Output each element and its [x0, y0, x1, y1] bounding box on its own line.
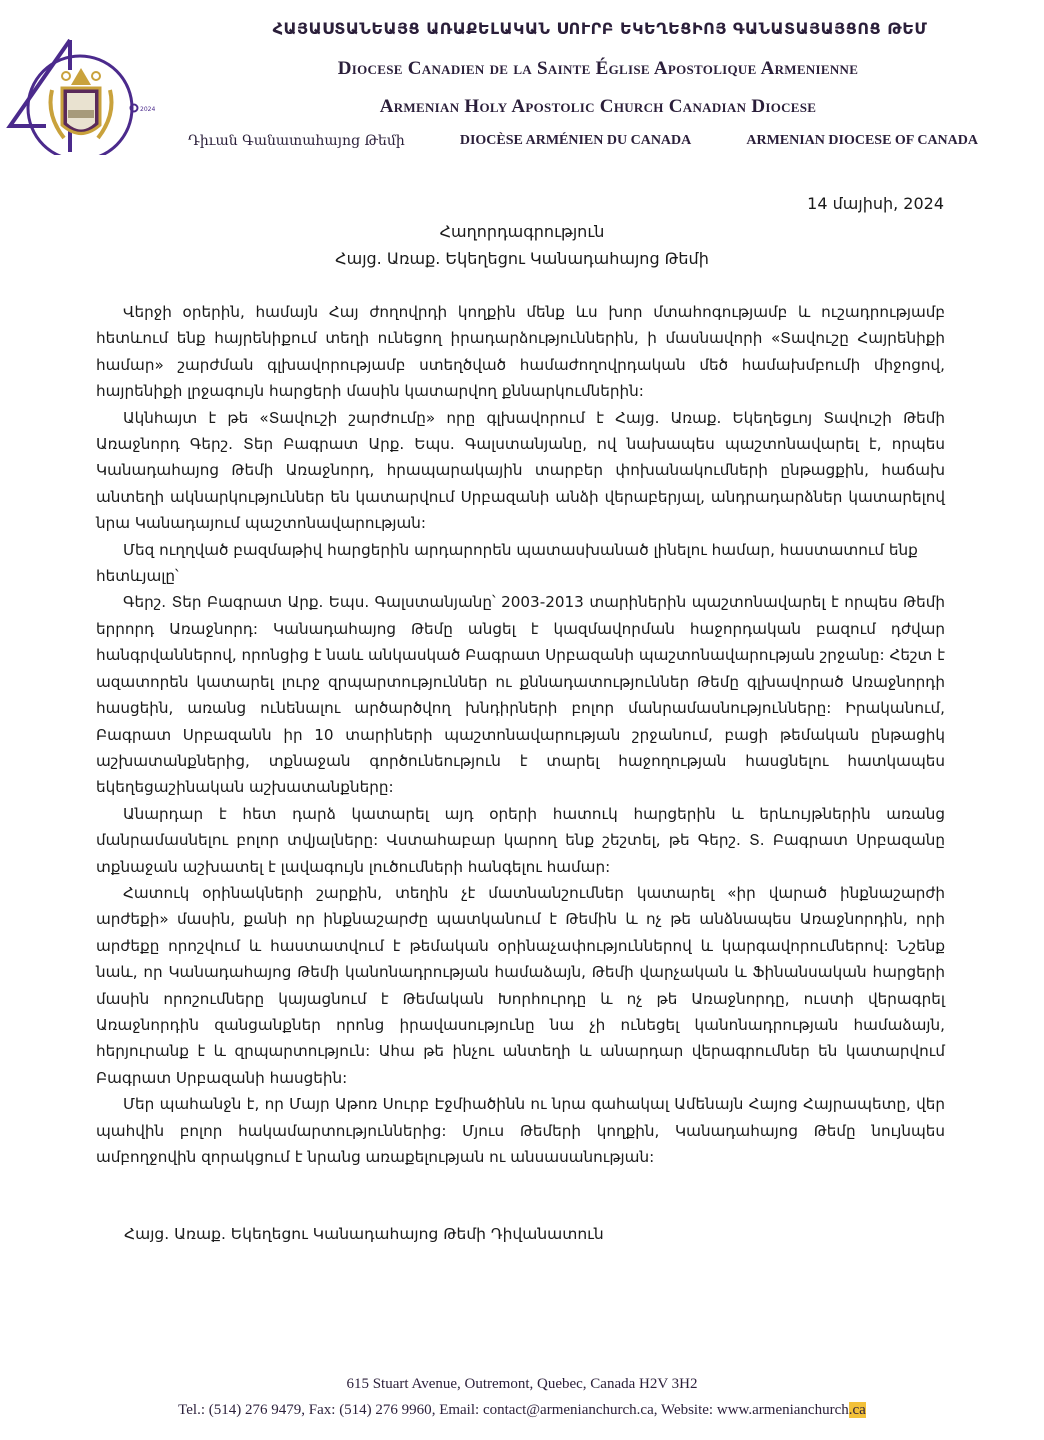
subline-armenian: Դիւան Գանատահայոց Թեմի — [188, 133, 405, 149]
website-main: www.armenianchurch — [716, 1402, 849, 1418]
letterhead-armenian-title: ՀԱՅԱՍՏԱՆԵԱՅՑ ԱՌԱՔԵԼԱԿԱՆ ՍՈՒՐԲ ԵԿԵՂԵՑԻՈՅ ԳԱՆԱՏԱՅԱՅՑՈՑ ԹԵՄ — [272, 19, 928, 38]
fax-value: (514) 276 9960 — [339, 1402, 432, 1418]
website-tld-highlight: .ca — [848, 1402, 866, 1418]
paragraph: Վերջի օրերին, համայն Հայ ժողովրդի կողքին մենք ևս խոր մտահոգությամբ և ուշադրությամբ հետևում ենք հայրենիքում տեղի ունեցող իրադարձություններին, ի մասնավորի «Տավուշը Հայրենիքի համար» շարժման գլխավորությամբ ստեղծված համաժողովրդական մեծ համախմբումի միջոցով, հայրենիքի լրջագույն հարցերի մասին կատարվող քննարկումներին: — [96, 303, 945, 401]
diocese-logo — [6, 30, 156, 155]
letterhead-english-title: Armenian Holy Apostolic Church Canadian Diocese — [379, 96, 817, 117]
svg-text:2024: 2024 — [140, 106, 156, 113]
subline-english: ARMENIAN DIOCESE OF CANADA — [746, 133, 978, 148]
email-link[interactable]: contact@armenianchurch.ca — [482, 1402, 654, 1418]
document-body — [96, 299, 945, 1170]
document-date: 14 մայիսի, 2024 — [807, 194, 944, 213]
paragraph: Ակնհայտ է թե «Տավուշի շարժումը» որը գլխավորում է Հայց. Առաք. Եկեղեցւոյ Տավուշի Թեմի Առաջնորդ Գերշ. Տեր Բագրատ Արք. Եպս. Գալստանյանը, ով նախապես պաշտոնավարել է, որպես Կանադահայոց Թեմի Առաջնորդ, հրապարակային տարբեր փոխանակումների ընթացքին, հաճախ անտեղի ակնարկություններ են կատարվում Սրբազանի անձի վերաբերյալ, անդրադարձներ կատարելով նրա Կանադայում պաշտոնավարության: — [96, 408, 945, 533]
paragraph: Անարդար է հետ դարձ կատարել այդ օրերի հատուկ հարցերին և երևույթներին առանց մանրամասնելու բոլոր տվյալները: Վստահաբար կարող ենք շեշտել, թե Գերշ. Տ. Բագրատ Սրբազանը տքնաջան աշխատել է լավագույն լուծումների հանգելու համար: — [96, 804, 945, 876]
tel-value: (514) 276 9479 — [208, 1402, 302, 1418]
signature: Հայց. Առաք. Եկեղեցու Կանադահայոց Թեմի Դիվանատուն — [124, 1225, 604, 1243]
subline-french: DIOCÈSE ARMÉNIEN DU CANADA — [459, 133, 692, 148]
letterhead-french-title: Diocese Canadien de la Sainte Église Apostolique Armenienne — [337, 58, 859, 79]
website-link[interactable] — [717, 1402, 866, 1418]
document-title: Հաղորդագրություն — [439, 222, 605, 241]
paragraph: Մեզ ուղղված բազմաթիվ հարցերին արդարորեն պատասխանած լինելու համար, հաստատում ենք հետևյալը՝ — [96, 540, 918, 586]
document-subtitle: Հայց. Առաք. Եկեղեցու Կանադահայոց Թեմի — [335, 249, 709, 268]
paragraph: Գերշ. Տեր Բագրատ Արք. Եպս. Գալստանյանը՝ 2003-2013 տարիներին պաշտոնավարել է որպես Թեմի երրորդ Առաջնորդ: Կանադահայոց Թեմը անցել է կազմավորման հաջորդական բազում դժվար հանգրվաններով, որոնցից է նաև անկասկած Բագրատ Սրբազանի պաշտոնավարության շրջանը: Հեշտ է ազատորեն կատարել լուրջ զրպարտություններ ու քննադատություններ Թեմը գլխավորած Առաջնորդի հասցեին, առանց ունենալու արծարծվող խնդիրների բոլոր մանրամասնությունները: Իրականում, Բագրատ Սրբազանն իր 10 տարիների պաշտոնավարության շրջանում, բացի թեմական ընթացիկ աշխատանքներից, տքնաջան գործունեություն է տարել հաջողության հասցնելու հատկապես եկեղեցաշինական աշխատանքները: — [96, 593, 945, 797]
tel-label: Tel.: — [178, 1402, 206, 1418]
fax-label: Fax: — [308, 1402, 336, 1418]
website-label: Website: — [660, 1402, 714, 1418]
letterhead-subline — [188, 133, 978, 149]
paragraph: Հատուկ օրինակների շարքին, տեղին չէ մատնանշումներ կատարել «իր վարած ինքնաշարժի արժեքի» մասին, քանի որ ինքնաշարժը պատկանում է Թեմին և ոչ թե անձնապես Առաջնորդին, որի արժեքը որոշվում և հաստատվում է թեմական օրինաչափություններով և կարգավորումներով: Նշենք նաև, որ Կանադահայոց Թեմի կանոնադրության համաձայն, Թեմի վարչական և Ֆինանսական հարցերի մասին որոշումները կայացնում է Թեմական Խորհուրդը և ոչ թե Առաջնորդը, ուստի վերագրել Առաջնորդին զանցանքներ որոնց իրավասությունը նա չի ունեցել կանոնադրության համաձայն, հերյուրանք է և զրպարտություն: Ահա թե ինչու անտեղի և անարդար վերագրումներ են կատարվում Բագրատ Սրբազանի հասցեին: — [96, 883, 945, 1087]
footer-address: 615 Stuart Avenue, Outremont, Quebec, Canada H2V 3H2 — [346, 1376, 698, 1392]
footer-contacts: Tel.: (514) 276 9479, Fax: (514) 276 9960, Email: contact@armenianchurch.ca, Website: www.armenianchurch.ca — [178, 1402, 866, 1418]
email-label: Email: — [439, 1402, 480, 1418]
diocese-40th-anniversary-emblem-icon — [6, 30, 156, 155]
paragraph: Մեր պահանջն է, որ Մայր Աթոռ Սուրբ Էջմիածինն ու նրա գահակալ Ամենայն Հայոց Հայրապետը, վեր պահվին բոլոր հակամարտություններից: Մյուս Թեմերի կողքին, Կանադահայոց Թեմը նույնպես ամբողջովին զորակցում է նրանց առաքելության ու անսասանության: — [96, 1095, 945, 1166]
